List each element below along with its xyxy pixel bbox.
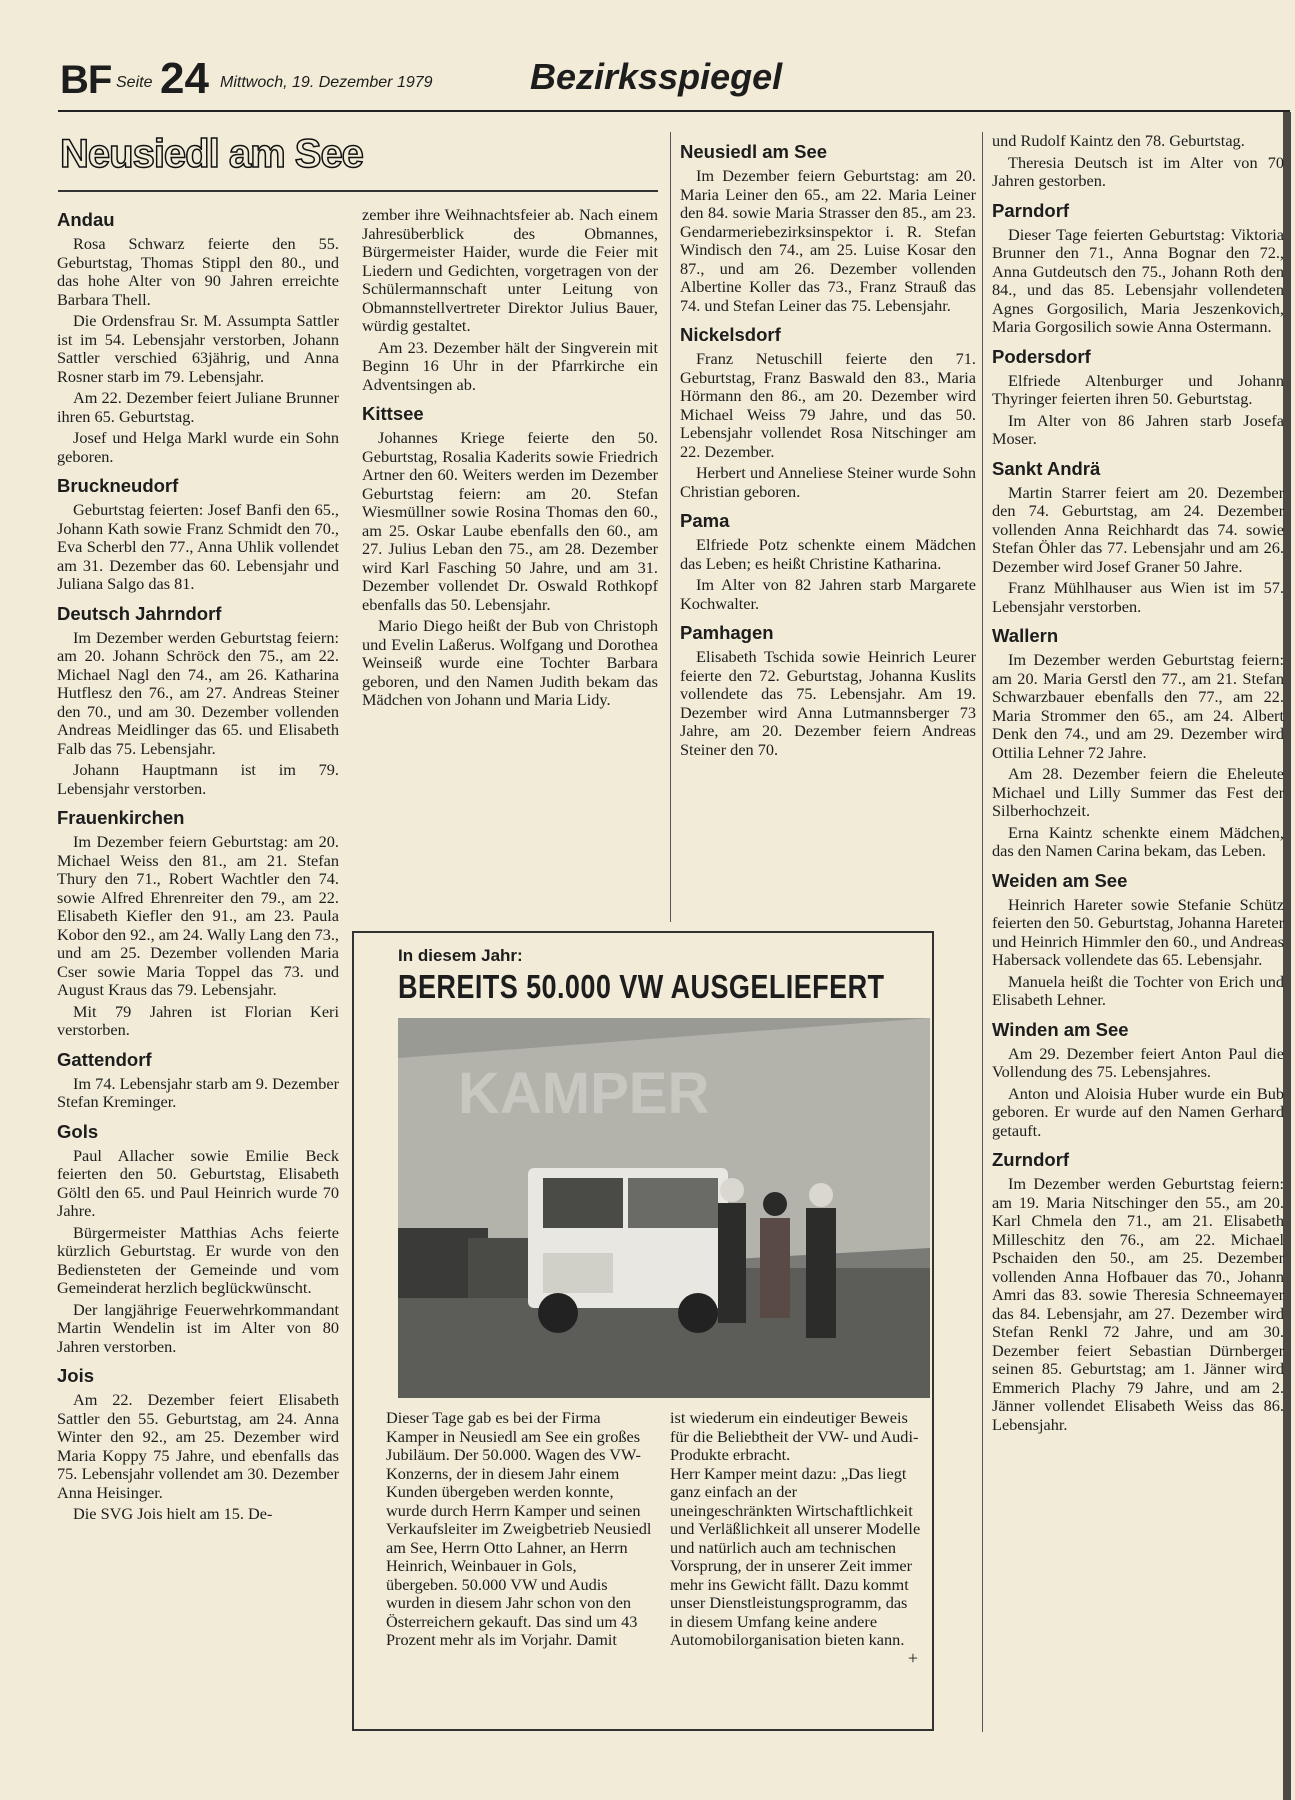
column-divider	[982, 132, 983, 1732]
news-paragraph: Geburtstag feierten: Josef Banfi den 65., Johann Kath sowie Franz Schmidt den 70., Eva Scherbl den 77., Anna Uhlik vollendet am 31. Dezember das 60. Lebensjahr und Juliana Salgo das 81.	[57, 500, 339, 593]
ad-paragraph: Dieser Tage gab es bei der Firma Kamper in Neusiedl am See ein großes Jubiläum. Der 50.000. Wagen des VW-Konzerns, der in diesem Jahr einem Kunden übergeben werden konnte, wurde durch Herrn Kamper und seinen Verkaufsleiter im Zweigbetrieb Neusiedl am See, Herrn Otto Lahner, an Herrn Heinrich, Weinbauer in Gols, übergeben. 50.000 VW und Audis wurden in diesem Jahr schon von den Österreichern gekauft. Das sind um 43 Prozent mehr als im Vorjahr. Damit	[386, 1408, 652, 1649]
ad-end-mark: +	[907, 1648, 918, 1668]
section-heading: Andau	[57, 209, 115, 230]
news-paragraph: Paul Allacher sowie Emilie Beck feierten den 50. Geburtstag, Elisabeth Göltl den 65. und Paul Heinrich wurde 70 Jahre.	[57, 1145, 339, 1220]
publication-logo: BF	[60, 58, 112, 102]
news-paragraph: Im Alter von 82 Jahren starb Margarete Kochwalter.	[680, 575, 976, 613]
news-paragraph: und Rudolf Kaintz den 78. Geburtstag.	[992, 131, 1245, 150]
news-paragraph: zember ihre Weihnachtsfeier ab. Nach einem Jahresüberblick des Obmannes, Bürgermeister Haider, wurde die Feier mit Liedern und Gedichten, vorgetragen von der Schülermannschaft unter Leitung von Obmannstellvertreter Direktor Julius Bauer, würdig gestaltet.	[362, 205, 658, 335]
dealership-photo	[398, 1018, 930, 1398]
section-heading: Winden am See	[992, 1018, 1129, 1040]
section-heading: Bruckneudorf	[57, 475, 179, 496]
news-paragraph: Elfriede Altenburger und Johann Thyringer feierten ihren 50. Geburtstag.	[992, 370, 1284, 408]
issue-date: Mittwoch, 19. Dezember 1979	[220, 74, 433, 91]
column-4	[992, 132, 1284, 1437]
section-heading: Gattendorf	[57, 1048, 152, 1070]
news-paragraph: Erna Kaintz schenkte einem Mädchen, das den Namen Carina bekam, das Leben.	[992, 822, 1284, 860]
column-divider	[670, 132, 671, 922]
news-paragraph: Im Dezember feiern Geburtstag: am 20. Michael Weiss den 81., am 21. Stefan Thury den 71., Robert Wachtler den 74. sowie Alfred Ehrenreiter den 79., am 22. Elisabeth Kiefler den 91., am 23. Paula Kobor den 92., am 24. Wally Lang den 73., und am 25. Dezember vollenden Maria Cser sowie Maria Toppel das 73. und August Kraus das 79. Lebensjahr.	[57, 832, 339, 999]
news-paragraph: Dieser Tage feierten Geburtstag: Viktoria Brunner den 71., Anna Bognar den 72., Anna Gutdeutsch den 75., Johann Roth den 84., und das 85. Lebensjahr vollendeten Agnes Gorgosilich, Maria Jeszenkovich, Maria Gorgosilich sowie Anna Ostermann.	[992, 224, 1284, 336]
photo-sign-text: KAMPER	[458, 1061, 710, 1126]
news-paragraph: Mit 79 Jahren ist Florian Keri verstorben.	[57, 1001, 339, 1039]
news-paragraph: Der langjährige Feuerwehrkommandant Martin Wendelin ist im Alter von 80 Jahren verstorben.	[57, 1299, 339, 1356]
news-paragraph: Im 74. Lebensjahr starb am 9. Dezember Stefan Kreminger.	[57, 1073, 339, 1111]
section-heading: Pama	[680, 510, 730, 531]
page-edge	[1283, 112, 1291, 1800]
news-paragraph: Franz Netuschill feierte den 71. Geburtstag, Franz Baswald den 83., Maria Hörmann den 86., am 20. Dezember wird Michael Weiss 79 Jahre, und das 50. Lebensjahr vollendet Rosa Nitschinger am 22. Dezember.	[680, 349, 976, 461]
news-paragraph: Theresia Deutsch ist im Alter von 70 Jahren gestorben.	[992, 152, 1284, 190]
ad-text-right	[670, 1408, 922, 1668]
section-heading: Jois	[57, 1365, 95, 1386]
section-heading: Nickelsdorf	[680, 324, 781, 345]
news-paragraph: Manuela heißt die Tochter von Erich und Elisabeth Lehner.	[992, 971, 1284, 1009]
news-paragraph: Am 29. Dezember feiert Anton Paul die Vollendung des 75. Lebensjahres.	[992, 1043, 1284, 1081]
section-heading: Frauenkirchen	[57, 807, 185, 828]
news-paragraph: Die Ordensfrau Sr. M. Assumpta Sattler ist im 54. Lebensjahr verstorben, Johann Sattler verschied 63jährig, und Anna Rosner starb im 79. Lebensjahr.	[57, 311, 339, 386]
header-rule	[58, 110, 1290, 112]
news-paragraph: Die SVG Jois hielt am 15. De-	[73, 1504, 273, 1523]
page-title: Neusiedl am See	[60, 132, 363, 176]
news-paragraph: Am 22. Dezember feiert Elisabeth Sattler den 55. Geburtstag, am 24. Anna Winter den 92., am 25. Dezember wird Maria Koppy 75 Jahre, und ebenfalls das 75. Lebensjahr vollendet am 30. Dezember Anna Heisinger.	[57, 1390, 339, 1502]
section-heading: Deutsch Jahrndorf	[57, 602, 222, 624]
section-heading: Podersdorf	[992, 345, 1091, 367]
section-heading: Pamhagen	[680, 622, 774, 643]
news-paragraph: Elfriede Potz schenkte einem Mädchen das Leben; es heißt Christine Katharina.	[680, 535, 976, 573]
ad-paragraph: Herr Kamper meint dazu: „Das liegt ganz einfach an der uneingeschränkten Wirtschaftlichkeit und Verläßlichkeit all unserer Modelle und natürlich auch am technischen Vorsprung, der in unserer Zeit immer mehr ins Gewicht fällt. Dazu kommt unser Dienstleistungsprogramm, das in diesem Umfang keine andere Automobilorganisation bieten kann.	[670, 1463, 921, 1649]
ad-paragraph: ist wiederum ein eindeutiger Beweis für die Beliebtheit der VW- und Audi-Produkte erbracht.	[670, 1408, 919, 1464]
news-paragraph: Mario Diego heißt der Bub von Christoph und Evelin Laßerus. Wolfgang und Dorothea Weinseiß wurde eine Tochter Barbara geboren, und den Namen Judith bekam das Mädchen von Johann und Maria Lidy.	[362, 616, 658, 709]
page-label: Seite	[116, 74, 153, 91]
ad-headline: BEREITS 50.000 VW AUSGELIEFERT	[398, 968, 885, 1005]
news-paragraph: Elisabeth Tschida sowie Heinrich Leurer feierte den 72. Geburtstag, Johanna Kuslits vollendete das 75. Lebensjahr. Am 19. Dezember wird Anna Lutmannsberger 73 Jahre, am 20. Dezember feiern Andreas Steiner den 70.	[680, 647, 976, 759]
news-paragraph: Am 23. Dezember hält der Singverein mit Beginn 16 Uhr in der Pfarrkirche ein Adventsingen ab.	[362, 337, 658, 394]
news-paragraph: Am 22. Dezember feiert Juliane Brunner ihren 65. Geburtstag.	[57, 388, 339, 426]
section-heading: Neusiedl am See	[680, 141, 828, 162]
news-paragraph: Franz Mühlhauser aus Wien ist im 57. Lebensjahr verstorben.	[992, 578, 1284, 616]
page-number: 24	[160, 54, 209, 103]
ad-kicker: In diesem Jahr:	[398, 946, 523, 965]
news-paragraph: Martin Starrer feiert am 20. Dezember den 74. Geburtstag, am 24. Dezember vollenden Anna Reichhardt das 74. sowie Stefan Öhler das 77. Lebensjahr und am 26. Dezember wird Josef Graner 50 Jahre.	[992, 482, 1284, 576]
section-heading: Gols	[57, 1120, 99, 1142]
section-heading: Zurndorf	[992, 1149, 1070, 1170]
column-1	[57, 200, 339, 1527]
section-heading: Sankt Andrä	[992, 457, 1101, 479]
section-heading: Parndorf	[992, 199, 1070, 221]
section-title: Bezirksspiegel	[530, 56, 783, 97]
column-3	[680, 132, 976, 762]
news-paragraph: Bürgermeister Matthias Achs feierte kürzlich Geburtstag. Er wurde von den Bediensteten der Gemeinde und vom Gemeinderat herzlich beglückwünscht.	[57, 1222, 339, 1297]
news-paragraph: Rosa Schwarz feierte den 55. Geburtstag, Thomas Stippl den 80., und das hohe Alter von 90 Jahren erreichte Barbara Thell.	[57, 234, 339, 309]
ad-photo	[398, 1018, 930, 1398]
news-paragraph: Anton und Aloisia Huber wurde ein Bub geboren. Er wurde auf den Namen Gerhard getauft.	[992, 1083, 1284, 1140]
section-heading: Kittsee	[362, 403, 424, 424]
news-paragraph: Heinrich Hareter sowie Stefanie Schütz feierten den 50. Geburtstag, Johanna Hareter und Heinrich Himmler den 60., und Andreas Habersack vollendete das 65. Lebensjahr.	[992, 894, 1284, 969]
news-paragraph: Herbert und Anneliese Steiner wurde Sohn Christian geboren.	[680, 463, 976, 501]
news-paragraph: Johannes Kriege feierte den 50. Geburtstag, Rosalia Kaderits sowie Friedrich Artner den 60. Weiters werden im Dezember Geburtstag feiern: am 20. Stefan Wiesmüllner sowie Rosina Thomas den 60., am 25. Oskar Laube ebenfalls den 60., am 27. Julius Leban den 75., am 28. Dezember wird Karl Fasching 50 Jahre, und am 31. Dezember vollendet Dr. Oswald Rothkopf ebenfalls das 50. Lebensjahr.	[362, 428, 658, 614]
news-paragraph: Im Dezember feiern Geburtstag: am 20. Maria Leiner den 65., am 22. Maria Leiner den 84. sowie Maria Strasser den 85., am 23. Gendarmeriebezirksinspektor i. R. Stefan Windisch den 74., am 25. Luise Kosar den 87., und am 26. Dezember vollenden Albertine Koller das 73., Franz Strauß das 74. und Stefan Leiner das 75. Lebensjahr.	[680, 166, 976, 315]
news-paragraph: Am 28. Dezember feiern die Eheleute Michael und Lilly Summer das Fest der Silberhochzeit.	[992, 764, 1284, 820]
section-heading: Wallern	[992, 625, 1059, 646]
news-paragraph: Im Dezember werden Geburtstag feiern: am 20. Johann Schröck den 75., am 22. Michael Nagl den 74., am 26. Katharina Hutflesz den 76., am 27. Andreas Steiner den 70., und am 30. Dezember vollenden Andreas Meidlinger das 65. und Elisabeth Falb das 75. Lebensjahr.	[57, 627, 339, 758]
title-rule	[58, 190, 658, 192]
section-heading: Weiden am See	[992, 869, 1128, 891]
news-paragraph: Im Alter von 86 Jahren starb Josefa Moser.	[992, 410, 1284, 448]
news-paragraph: Im Dezember werden Geburtstag feiern: am 20. Maria Gerstl den 77., am 21. Stefan Schwarzbauer ebenfalls den 77., am 22. Maria Strommer den 65., am 24. Albert Denk den 74., und am 29. Dezember wird Ottilia Lehner 72 Jahre.	[992, 650, 1284, 762]
ad-text-left	[386, 1409, 652, 1650]
news-paragraph: Im Dezember werden Geburtstag feiern: am 19. Maria Nitschinger den 55., am 20. Karl Chmela den 71., am 21. Elisabeth Milleschitz den 76., am 22. Michael Pschaiden den 50., am 25. Dezember vollenden Anna Hofbauer das 70., Johann Amri das 83. sowie Theresia Schneemayer das 84. Lebensjahr, am 27. Dezember wird Stefan Renkl 72 Jahre, und am 30. Dezember feiert Sebastian Dürnberger seinen 85. Geburtstag; am 1. Jänner wird Emmerich Plachy 79 Jahre, und am 2. Jänner vollendet Elisabeth Weiss das 86. Lebensjahr.	[992, 1174, 1284, 1434]
column-2	[362, 206, 658, 713]
news-paragraph: Josef und Helga Markl wurde ein Sohn geboren.	[57, 428, 339, 466]
news-paragraph: Johann Hauptmann ist im 79. Lebensjahr verstorben.	[57, 760, 339, 798]
